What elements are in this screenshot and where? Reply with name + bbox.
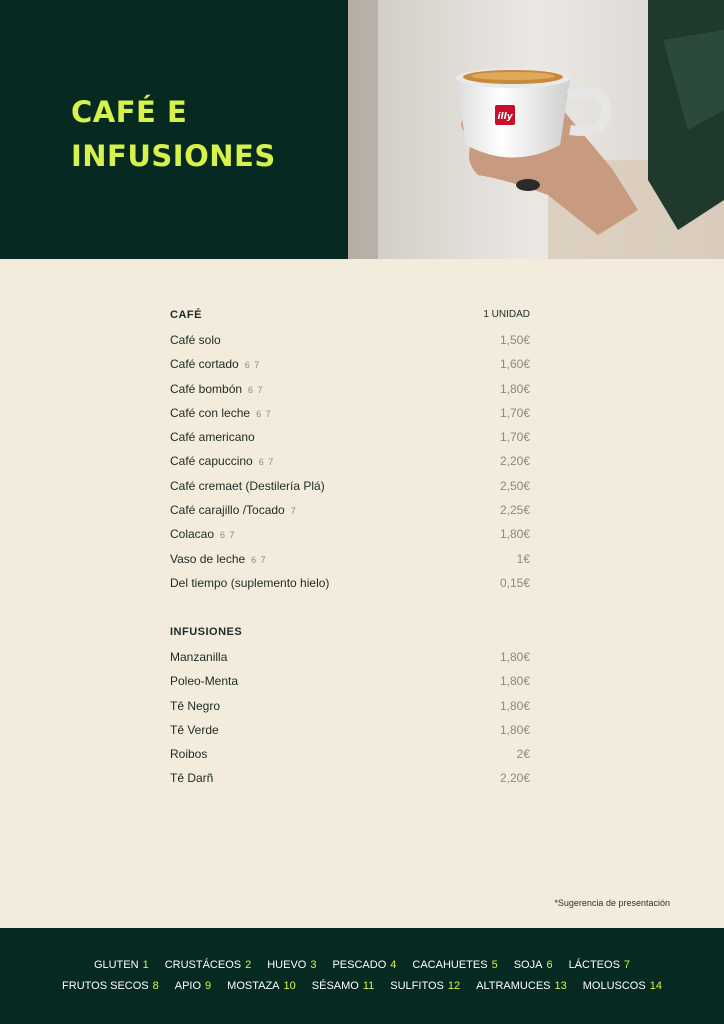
allergen-number: 11 [362, 980, 375, 992]
allergen-item [175, 980, 211, 992]
menu-item-price: 1,80€ [499, 698, 530, 713]
menu-item-row [170, 378, 530, 402]
unit-label: 1 UNIDAD [483, 309, 530, 320]
allergen-item [569, 959, 630, 971]
allergen-number: 6 [546, 959, 553, 971]
allergen-label: LÁCTEOS [568, 959, 620, 971]
menu-item-row [170, 695, 530, 719]
menu-item-name [170, 723, 225, 737]
menu-item-row [170, 767, 530, 791]
allergen-label: APIO [174, 980, 202, 992]
menu-item-price: 2,20€ [499, 454, 530, 469]
illy-logo-text: illy [497, 112, 513, 122]
page-title [71, 90, 276, 178]
menu-item-allergens: 6 7 [248, 384, 264, 395]
allergen-number: 4 [390, 959, 397, 971]
allergen-label: PESCADO [332, 959, 387, 971]
allergen-number: 13 [554, 980, 567, 992]
menu-item-row [170, 353, 530, 377]
menu-item-label: Poleo-Menta [170, 674, 239, 689]
allergen-label: ALTRAMUCES [476, 980, 551, 992]
menu-item-allergens: 6 7 [256, 408, 272, 419]
menu-item-price: 2,25€ [499, 503, 530, 518]
allergen-number: 2 [245, 959, 252, 971]
menu-item-row [170, 572, 530, 596]
allergen-item [332, 959, 396, 971]
menu-item-name [170, 674, 244, 688]
allergen-number: 1 [142, 959, 149, 971]
allergen-item [312, 980, 375, 992]
menu-item-row [170, 719, 530, 743]
menu-item-row [170, 548, 530, 572]
menu-item-row [170, 475, 530, 499]
menu-item-row [170, 329, 530, 353]
allergen-number: 5 [491, 959, 498, 971]
menu-item-label: Café con leche [170, 405, 251, 420]
allergen-item [267, 959, 316, 971]
menu-item-label: Café capuccino [170, 454, 253, 469]
allergens-footer [0, 928, 724, 1024]
allergen-number: 14 [649, 980, 662, 992]
menu-item-price: 1,50€ [499, 333, 530, 347]
menu-item-name [170, 771, 219, 785]
allergen-label: SÉSAMO [311, 980, 359, 992]
allergen-label: MOSTAZA [227, 980, 280, 992]
cafe-items [170, 329, 530, 596]
allergen-number: 9 [205, 980, 212, 992]
menu-item-price: 0,15€ [499, 575, 530, 590]
allergen-item [165, 959, 252, 971]
menu-item-row [170, 743, 530, 767]
allergens-line-1 [0, 959, 724, 971]
menu-item-label: Café cremaet (Destilería Plá) [170, 478, 325, 493]
allergen-label: HUEVO [267, 959, 307, 971]
infusiones-section-title: INFUSIONES [170, 626, 243, 638]
menu-item-name [170, 406, 272, 420]
menu-item-label: Café americano [170, 430, 255, 445]
infusiones-section-header [170, 622, 530, 646]
menu-item-label: Del tiempo (suplemento hielo) [170, 575, 330, 590]
menu-item-label: Café bombón [170, 381, 243, 396]
menu-item-name [170, 699, 226, 713]
allergen-number: 12 [447, 980, 461, 992]
menu-item-label: Vaso de leche [170, 551, 246, 566]
menu-item-name [170, 430, 261, 444]
menu-item-name [170, 357, 260, 371]
menu-item-row [170, 646, 530, 670]
menu-item-allergens: 7 [290, 506, 297, 517]
menu-item-price: 1,80€ [499, 722, 530, 737]
menu-item-price: 2,20€ [499, 771, 530, 786]
menu-item-row [170, 402, 530, 426]
cafe-section-title: CAFÉ [170, 309, 202, 321]
allergen-item [514, 959, 553, 971]
menu-item-allergens: 6 7 [251, 554, 267, 565]
menu-item-allergens: 6 7 [244, 360, 261, 371]
allergen-label: MOLUSCOS [582, 980, 646, 992]
menu-item-label: Café cortado [170, 357, 239, 372]
infusiones-section [170, 622, 530, 792]
menu-item-price: 1€ [516, 551, 530, 566]
title-panel [0, 0, 348, 259]
menu-item-label: Café carajillo /Tocado [170, 503, 285, 518]
allergen-number: 7 [623, 959, 631, 971]
menu-item-price: 2€ [516, 747, 530, 762]
menu-item-allergens: 6 7 [220, 530, 236, 541]
menu-item-label: Tê Verde [170, 722, 219, 737]
allergen-label: SULFITOS [390, 980, 444, 992]
menu-item-label: Colacao [170, 527, 215, 542]
menu-item-row [170, 499, 530, 523]
header [0, 0, 724, 259]
allergen-item [94, 959, 149, 971]
menu-item-price: 1,70€ [499, 405, 530, 420]
menu-item-label: Roibos [170, 747, 208, 762]
allergen-label: FRUTOS SECOS [62, 980, 149, 992]
menu-item-allergens: 6 7 [258, 457, 275, 468]
allergen-number: 10 [283, 980, 296, 992]
menu-item-row [170, 523, 530, 547]
menu-item-row [170, 426, 530, 450]
menu-item-row [170, 450, 530, 474]
cafe-section-header [170, 305, 530, 329]
menu-item-label: Tê Negro [170, 698, 221, 713]
menu-item-label: Tê Darñ [170, 771, 214, 786]
menu-item-price: 1,70€ [499, 430, 530, 445]
menu-item-name [170, 382, 264, 396]
title-line-2: INFUSIONES [71, 139, 276, 173]
menu-item-name [170, 650, 233, 664]
cafe-section [170, 305, 530, 596]
allergen-label: CACAHUETES [412, 959, 488, 971]
allergen-label: SOJA [513, 959, 543, 971]
menu-item-price: 1,60€ [499, 357, 530, 372]
menu-item-price: 2,50€ [499, 478, 530, 493]
allergen-item [412, 959, 497, 971]
allergen-item [227, 980, 296, 992]
allergen-number: 3 [310, 959, 317, 971]
menu-item-name [170, 503, 297, 517]
menu-item-price: 1,80€ [499, 650, 530, 664]
allergen-label: GLUTEN [93, 959, 139, 971]
infusiones-items [170, 646, 530, 792]
menu-item-name [170, 527, 236, 541]
menu-item-price: 1,80€ [499, 674, 530, 689]
menu-item-label: Manzanilla [170, 650, 228, 664]
menu-item-row [170, 670, 530, 694]
allergen-item [62, 980, 159, 992]
menu-item-name [170, 552, 267, 566]
menu-item-price: 1,80€ [499, 527, 530, 542]
menu-item-name [170, 747, 213, 761]
allergen-item [583, 980, 662, 992]
allergen-label: CRUSTÁCEOS [164, 959, 242, 971]
allergen-number: 8 [152, 980, 159, 992]
allergen-item [476, 980, 567, 992]
menu-item-label: Café solo [170, 333, 221, 347]
menu-item-name [170, 454, 274, 468]
presentation-note: *Sugerencia de presentación [554, 898, 670, 908]
menu-item-name [170, 333, 227, 347]
menu-item-price: 1,80€ [499, 381, 530, 396]
menu-item-name [170, 576, 335, 590]
allergens-line-2 [0, 980, 724, 992]
title-line-1: CAFÉ E [71, 95, 188, 129]
allergen-item [390, 980, 460, 992]
menu-item-name [170, 479, 331, 493]
coffee-photo-illustration [348, 0, 724, 259]
coffee-cup-photo [348, 0, 724, 259]
